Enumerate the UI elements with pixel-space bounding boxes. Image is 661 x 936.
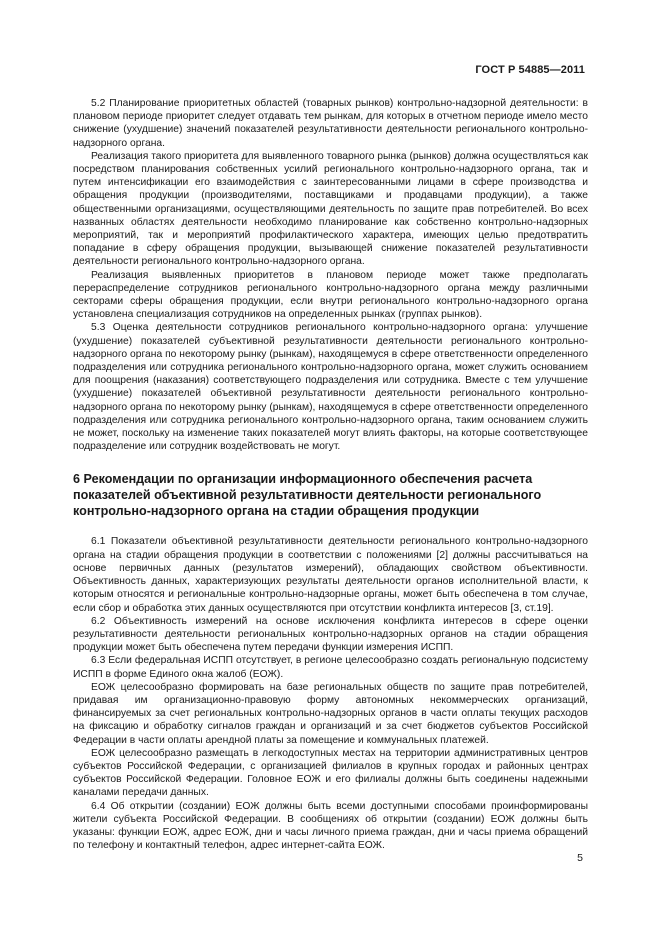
section-6-heading: 6 Рекомендации по организации информационного обеспечения расчета показателей объективной результативности деятельности регионального контрольно-надзорного органа на стадии обращения продукции	[73, 472, 542, 519]
paragraph-6-2: 6.2 Объективность измерений на основе исключения конфликта интересов в сфере оценки результативности деятельности региональных контрольно-надзорных органов на стадии обращения продукции может быть обеспечена путем передачи функции измерения ИСПП.	[73, 615, 588, 654]
paragraph-5-2: 5.2 Планирование приоритетных областей (товарных рынков) контрольно-надзорной деятельности: в плановом периоде приоритет следует отдавать тем рынкам, для которых в отчетном периоде имело место снижение (ухудшение) значений показателей результативности деятельности регионального контрольно-надзорного органа.	[73, 98, 588, 149]
paragraph-6-4: 6.4 Об открытии (создании) ЕОЖ должны быть всеми доступными способами проинформированы жители субъекта Российской Федерации. В сообщениях об открытии (создании) ЕОЖ должны быть указаны: функции ЕОЖ, адрес ЕОЖ, дни и часы личного приема граждан, дни и часы приема обращений по телефону и контактный телефон, адрес интернет-сайта ЕОЖ.	[73, 800, 588, 852]
paragraph-5-3: 5.3 Оценка деятельности сотрудников регионального контрольно-надзорного органа: улучшение (ухудшение) показателей субъективной результативности деятельности регионального контрольно-надзорного органа по некоторому рынку (рынкам), находящемуся в сфере ответственности определенного подразделения или сотрудника регионального контрольно-надзорного органа, может служить основанием для поощрения (наказания) соответствующего подразделения или сотрудника. Вместе с тем улучшение (ухудшение) показателей объективной результативности деятельности регионального контрольно-надзорного органа по некоторому рынку (рынкам), находящемуся в сфере ответственности определенного подразделения или сотрудника регионального контрольно-надзорного органа, таким основанием служить не может, поскольку на изменение таких показателей могут влиять факторы, на которые соответствующее подразделение или сотрудник воздействовать не могут.	[73, 322, 588, 453]
paragraph-eozh-placement: ЕОЖ целесообразно размещать в легкодоступных местах на территории административных центров субъектов Российской Федерации, с организацией филиалов в крупных городах и районных центрах субъектов Российской Федерации. Головное ЕОЖ и его филиалы должны быть соединены надежными каналами передачи данных.	[73, 747, 588, 799]
page-number: 5	[577, 852, 583, 864]
paragraph-5-2-realization: Реализация такого приоритета для выявленного товарного рынка (рынков) должна осуществляться как посредством планирования собственных усилий регионального контрольно-надзорного органа, так и путем интенсификации его взаимодействия с заинтересованными лицами в сфере производства и обращения продукции (производителями, поставщиками и продавцами продукции), а также общественными организациями, осуществляющими деятельность по защите прав потребителей. Во всех названных областях деятельности необходимо планирование как собственно контрольно-надзорных мероприятий, так и мероприятий профилактического характера, имеющих целью предотвратить попадание в сферу обращения продукции, вызывающей снижение показателей результативности деятельности регионального контрольно-надзорного органа.	[73, 150, 588, 268]
page-body	[73, 97, 588, 852]
paragraph-eozh-formation: ЕОЖ целесообразно формировать на базе региональных обществ по защите прав потребителей, придавая им организационно-правовую форму автономных некоммерческих организаций, финансируемых за счет региональных контрольно-надзорных органов в части оплаты текущих расходов на фиксацию и обработку сигналов граждан и организаций и за счет бюджетов субъектов Российской Федерации в части оплаты арендной платы за помещение и коммунальных платежей.	[73, 681, 588, 746]
document-id-header: ГОСТ Р 54885—2011	[475, 64, 585, 76]
paragraph-6-3: 6.3 Если федеральная ИСПП отсутствует, в регионе целесообразно создать региональную подсистему ИСПП в форме Единого окна жалоб (ЕОЖ).	[73, 655, 588, 680]
paragraph-5-2-redistribution: Реализация выявленных приоритетов в плановом периоде может также предполагать перераспределение сотрудников регионального контрольно-надзорного органа между различными секторами сферы обращения продукции, если внутри регионального контрольно-надзорного органа установлена специализация сотрудников на определенных рынках (группах рынков).	[73, 269, 588, 321]
paragraph-6-1: 6.1 Показатели объективной результативности деятельности регионального контрольно-надзорного органа на стадии обращения продукции в соответствии с положениями [2] должны рассчитываться на основе первичных данных (результатов измерений), обладающих свойством объективности. Объективность данных, характеризующих результаты деятельности органов исполнительной власти, к которым относятся и региональные контрольно-надзорные органы, может быть обеспечена в том случае, если сбор и обработка этих данных осуществляются при отсутствии конфликта интересов [3, ст.19].	[73, 536, 588, 614]
